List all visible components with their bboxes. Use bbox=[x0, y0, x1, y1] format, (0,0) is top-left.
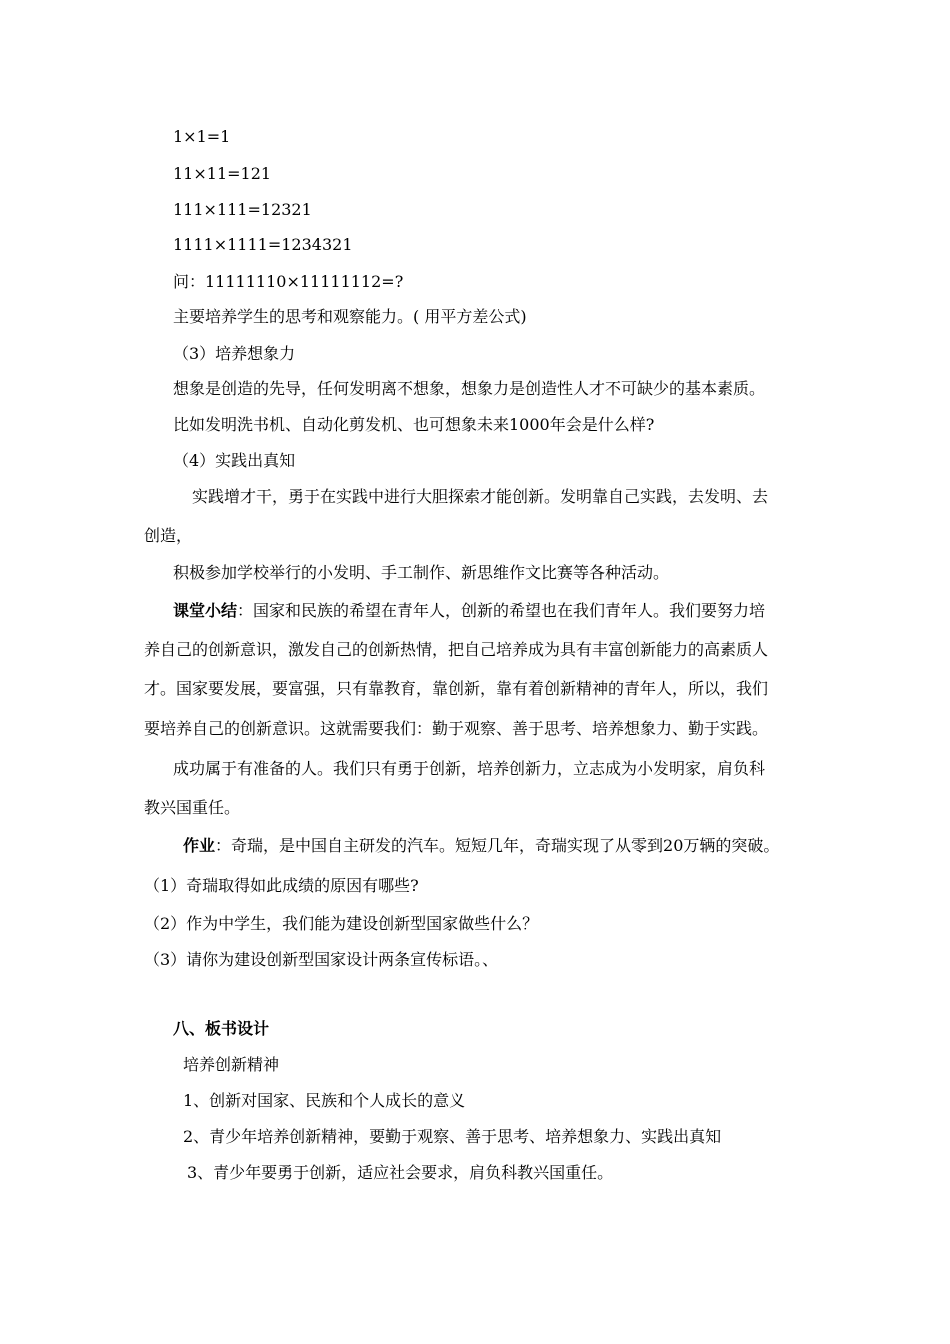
board-design-item-1: 1、创新对国家、民族和个人成长的意义 bbox=[183, 1091, 466, 1110]
summary-line-3: 才。国家要发展，要富强，只有靠教育，靠创新，靠有着创新精神的青年人，所以，我们 bbox=[144, 679, 769, 698]
section3-paragraph-1: 想象是创造的先导，任何发明离不想象，想象力是创造性人才不可缺少的基本素质。 bbox=[173, 379, 766, 398]
homework-intro-line bbox=[183, 836, 779, 856]
math-line-4: 1111×1111=1234321 bbox=[173, 235, 353, 254]
section3-paragraph-2: 比如发明洗书机、自动化剪发机、也可想象未来1000年会是什么样? bbox=[173, 415, 655, 434]
homework-intro: ：奇瑞，是中国自主研发的汽车。短短几年，奇瑞实现了从零到20万辆的突破。 bbox=[215, 836, 780, 855]
section4-heading: （4）实践出真知 bbox=[173, 451, 296, 470]
math-question: 问：11111110×11111112=? bbox=[173, 272, 404, 291]
homework-question-2: （2）作为中学生，我们能为建设创新型国家做些什么？ bbox=[144, 914, 539, 933]
math-line-3: 111×111=12321 bbox=[173, 200, 312, 219]
homework-question-1: （1）奇瑞取得如此成绩的原因有哪些? bbox=[144, 876, 419, 895]
board-design-item-3: 3、青少年要勇于创新，适应社会要求，肩负科教兴国重任。 bbox=[187, 1163, 614, 1182]
math-line-1: 1×1=1 bbox=[173, 127, 231, 146]
board-design-title: 培养创新精神 bbox=[183, 1055, 280, 1074]
summary-line-6: 教兴国重任。 bbox=[144, 798, 241, 817]
summary-label: 课堂小结 bbox=[173, 601, 238, 620]
summary-text-1: ：国家和民族的希望在青年人，创新的希望也在我们青年人。我们要努力培 bbox=[237, 601, 766, 620]
summary-line-5: 成功属于有准备的人。我们只有勇于创新，培养创新力，立志成为小发明家，肩负科 bbox=[173, 759, 766, 778]
summary-line-1 bbox=[173, 601, 765, 621]
purpose-text: 主要培养学生的思考和观察能力。( 用平方差公式) bbox=[173, 307, 527, 326]
section4-paragraph-1a: 实践增才干，勇于在实践中进行大胆探索才能创新。发明靠自己实践，去发明、去 bbox=[192, 487, 769, 506]
board-design-heading: 八、板书设计 bbox=[173, 1019, 270, 1038]
board-design-item-2: 2、青少年培养创新精神，要勤于观察、善于思考、培养想象力、实践出真知 bbox=[183, 1127, 722, 1146]
homework-label: 作业 bbox=[183, 836, 216, 855]
math-line-2: 11×11=121 bbox=[173, 164, 272, 183]
summary-line-2: 养自己的创新意识，激发自己的创新热情，把自己培养成为具有丰富创新能力的高素质人 bbox=[144, 640, 769, 659]
section4-paragraph-2: 积极参加学校举行的小发明、手工制作、新思维作文比赛等各种活动。 bbox=[173, 563, 670, 582]
section3-heading: （3）培养想象力 bbox=[173, 344, 296, 363]
summary-line-4: 要培养自己的创新意识。这就需要我们：勤于观察、善于思考、培养想象力、勤于实践。 bbox=[144, 719, 769, 738]
homework-question-3: （3）请你为建设创新型国家设计两条宣传标语。、 bbox=[144, 950, 499, 969]
section4-paragraph-1b: 创造， bbox=[144, 526, 193, 545]
